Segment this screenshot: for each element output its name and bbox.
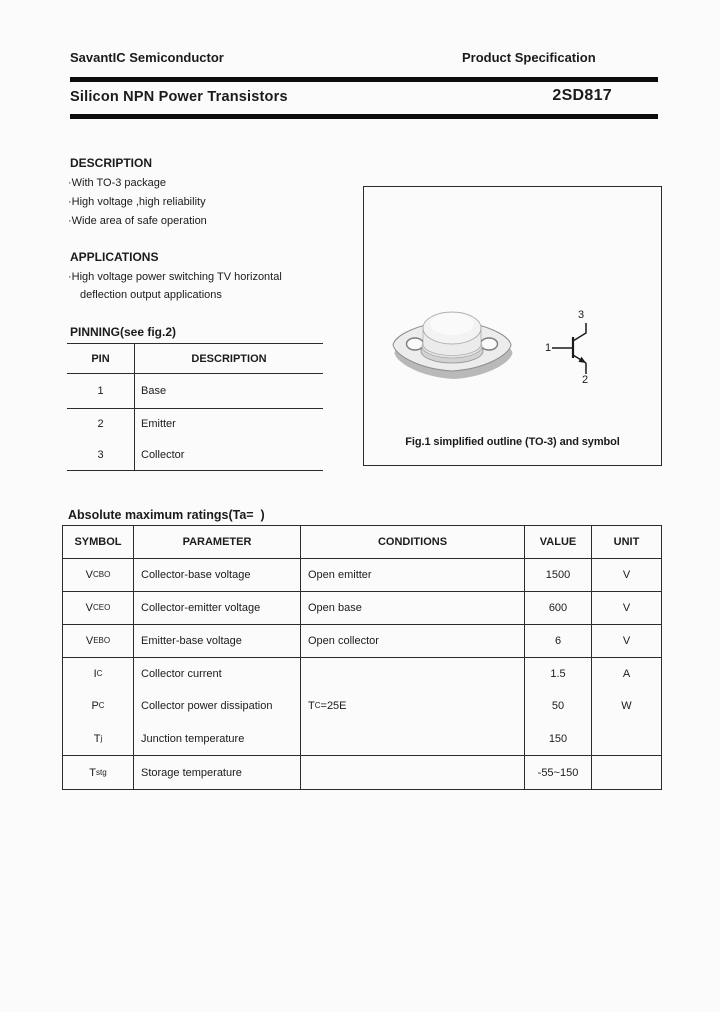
- rating-parameter: Storage temperature: [134, 756, 301, 789]
- ratings-header-row: [63, 526, 661, 559]
- rating-value: 50: [525, 690, 592, 722]
- rating-parameter: Junction temperature: [134, 722, 301, 755]
- rating-symbol: T stg: [63, 756, 134, 789]
- pin-description: Collector: [141, 448, 185, 461]
- rating-symbol: V CBO: [63, 559, 134, 591]
- applications-line: ·High voltage power switching TV horizontal: [68, 271, 282, 283]
- figure-box: [363, 186, 662, 466]
- rating-symbol: V CEO: [63, 592, 134, 624]
- pin-description: Emitter: [141, 418, 176, 430]
- rating-symbol: T j: [63, 722, 134, 755]
- pinning-table: [67, 343, 323, 471]
- to3-package-image: [384, 293, 522, 395]
- rating-value: 600: [525, 592, 592, 624]
- ratings-heading: Absolute maximum ratings(Ta= ): [68, 508, 265, 522]
- table-row: [63, 592, 661, 625]
- pin-number: 1: [67, 374, 135, 408]
- rating-value: -55~150: [525, 756, 592, 789]
- rating-conditions: [301, 722, 525, 755]
- table-row-group: [67, 409, 323, 471]
- header-rule-bottom: [70, 114, 658, 119]
- description-item: ·With TO-3 package: [68, 177, 167, 189]
- part-number: 2SD817: [552, 87, 612, 104]
- ratings-col-value: VALUE: [525, 526, 592, 558]
- rating-parameter: Collector-emitter voltage: [134, 592, 301, 624]
- rating-unit: A: [622, 668, 631, 680]
- rating-unit: V: [622, 635, 631, 647]
- rating-unit: V: [622, 569, 631, 581]
- rating-parameter: Collector current: [134, 658, 301, 690]
- rating-value: 1500: [525, 559, 592, 591]
- symbol-pin-emitter-label: 2: [582, 374, 589, 386]
- pin-number: 2: [97, 418, 104, 430]
- table-row: [63, 658, 661, 690]
- table-row: [63, 756, 661, 789]
- figure-caption: Fig.1 simplified outline (TO-3) and symbol: [405, 436, 620, 448]
- rating-parameter: Collector power dissipation: [134, 690, 301, 722]
- ratings-col-symbol: SYMBOL: [63, 526, 134, 558]
- pinning-header-row: [67, 344, 323, 374]
- rating-unit: W: [621, 700, 632, 712]
- table-row: [67, 374, 323, 409]
- table-row: [63, 625, 661, 658]
- header-rule-top: [70, 77, 658, 82]
- ratings-table: [62, 525, 662, 790]
- pinning-col-pin: PIN: [67, 344, 135, 373]
- pin-description: Base: [141, 385, 167, 397]
- symbol-pin-base-label: 1: [545, 342, 552, 354]
- rating-symbol: I C: [63, 658, 134, 690]
- rating-unit: [592, 722, 661, 755]
- rating-value: 150: [525, 722, 592, 755]
- rating-unit: V: [622, 602, 631, 614]
- ratings-col-parameter: PARAMETER: [134, 526, 301, 558]
- pin-number: 3: [97, 448, 104, 461]
- rating-conditions: [301, 658, 525, 690]
- rating-parameter: Emitter-base voltage: [134, 625, 301, 657]
- table-row: [63, 559, 661, 592]
- doc-type: Product Specification: [462, 50, 596, 65]
- description-item: ·High voltage ,high reliability: [68, 196, 206, 208]
- applications-heading: APPLICATIONS: [70, 250, 159, 264]
- rating-conditions: Open emitter: [301, 559, 525, 591]
- pinning-heading: PINNING(see fig.2): [70, 325, 177, 339]
- description-heading: DESCRIPTION: [70, 156, 153, 170]
- rating-value: 1.5: [525, 658, 592, 690]
- rating-conditions: Open collector: [301, 625, 525, 657]
- company-name: SavantIC Semiconductor: [70, 50, 224, 65]
- ratings-col-conditions: CONDITIONS: [301, 526, 525, 558]
- page-title: Silicon NPN Power Transistors: [70, 89, 288, 105]
- rating-symbol: V EBO: [63, 625, 134, 657]
- rating-conditions: Open base: [301, 592, 525, 624]
- rating-symbol: P C: [63, 690, 134, 722]
- description-item: ·Wide area of safe operation: [68, 215, 207, 227]
- table-row: [63, 690, 661, 722]
- rating-parameter: Collector-base voltage: [134, 559, 301, 591]
- table-row: [63, 722, 661, 756]
- rating-conditions: [301, 756, 525, 789]
- rating-unit: [592, 756, 661, 789]
- pinning-col-description: DESCRIPTION: [191, 352, 267, 365]
- ratings-col-unit: UNIT: [613, 536, 640, 548]
- symbol-pin-collector-label: 3: [578, 309, 585, 321]
- applications-line: deflection output applications: [80, 289, 222, 301]
- rating-conditions: T C =25E: [301, 690, 525, 722]
- rating-value: 6: [525, 625, 592, 657]
